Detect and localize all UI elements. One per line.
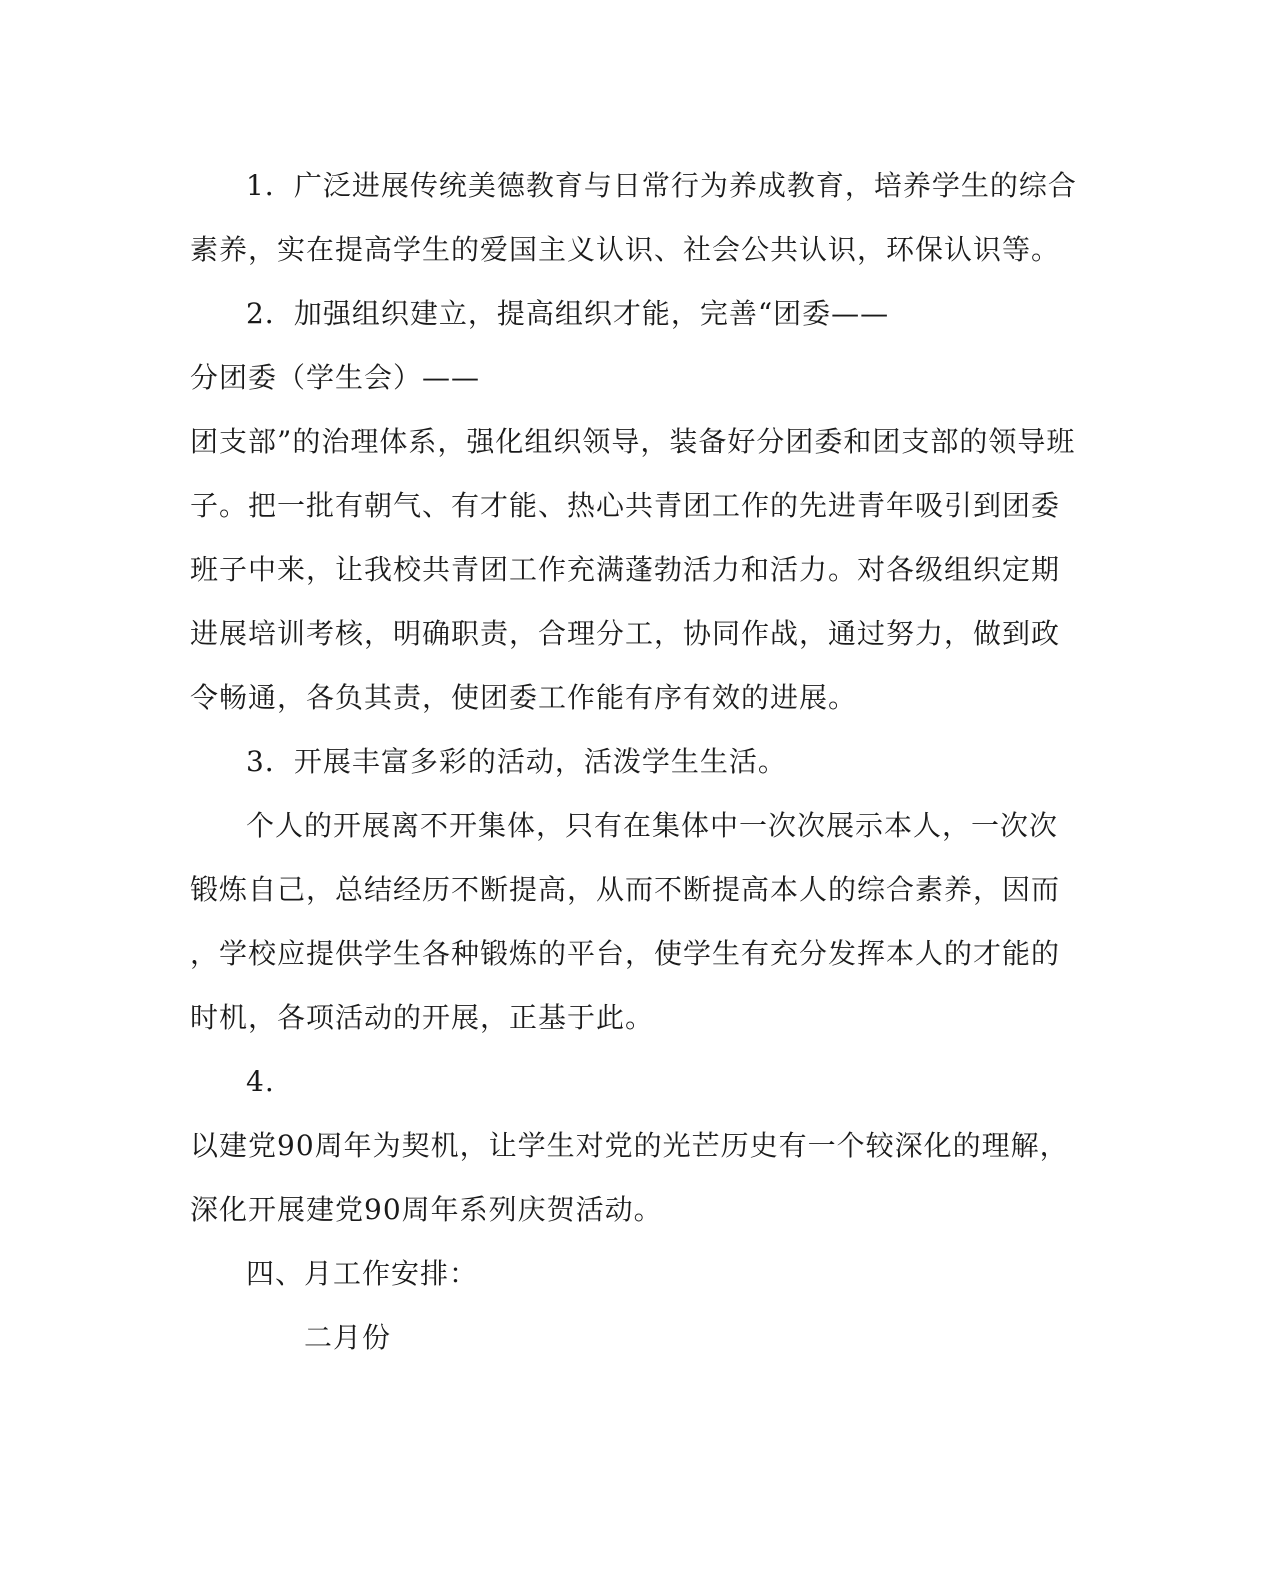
item-2-line-3: 团支部”的治理体系，强化组织领导，装备好分团委和团支部的领导班 — [190, 425, 1076, 458]
paragraph-line-4: 时机，各项活动的开展，正基于此。 — [190, 1001, 655, 1034]
item-1-line-1: 1．广泛进展传统美德教育与日常行为养成教育，培养学生的综合 — [246, 169, 1077, 202]
item-2-line-6: 进展培训考核，明确职责，合理分工，协同作战，通过努力，做到政 — [190, 617, 1061, 650]
item-2-line-2: 分团委（学生会）—— — [190, 361, 481, 394]
item-4-number: 4. — [246, 1065, 275, 1098]
paragraph-line-2: 锻炼自己，总结经历不断提高，从而不断提高本人的综合素养，因而 — [190, 873, 1061, 906]
item-4-line-2: 深化开展建党90周年系列庆贺活动。 — [190, 1193, 663, 1226]
month-heading: 二月份 — [304, 1321, 392, 1354]
paragraph-line-3: ，学校应提供学生各种锻炼的平台，使学生有充分发挥本人的才能的 — [190, 937, 1061, 970]
item-2-line-5: 班子中来，让我校共青团工作充满蓬勃活力和活力。对各级组织定期 — [190, 553, 1061, 586]
item-2-line-1: 2．加强组织建立，提高组织才能，完善“团委—— — [246, 297, 890, 330]
item-2-line-7: 令畅通，各负其责，使团委工作能有序有效的进展。 — [190, 681, 858, 714]
item-3-line-1: 3．开展丰富多彩的活动，活泼学生生活。 — [246, 745, 787, 778]
paragraph-line-1: 个人的开展离不开集体，只有在集体中一次次展示本人，一次次 — [246, 809, 1059, 842]
section-heading: 四、月工作安排： — [246, 1257, 479, 1290]
item-1-line-2: 素养，实在提高学生的爱国主义认识、社会公共认识，环保认识等。 — [190, 233, 1061, 266]
item-4-line-1: 以建党90周年为契机，让学生对党的光芒历史有一个较深化的理解， — [190, 1129, 1069, 1162]
item-2-line-4: 子。把一批有朝气、有才能、热心共青团工作的先进青年吸引到团委 — [190, 489, 1061, 522]
